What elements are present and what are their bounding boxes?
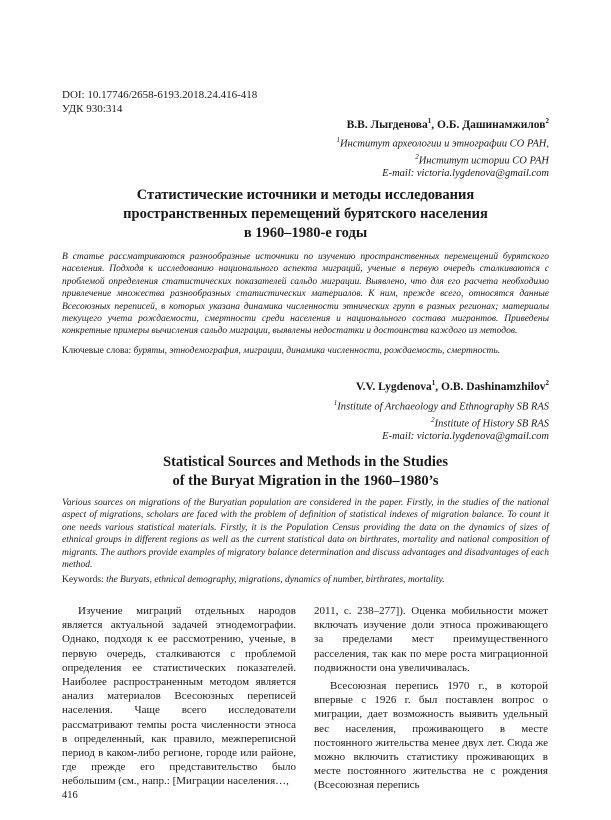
ru-email: E-mail: victoria.lygdenova@gmail.com	[382, 168, 549, 179]
ru-title-line: пространственных перемещений бурятского населения	[123, 206, 488, 222]
en-authors: V.V. Lygdenova$^1$, O.B. Dashinamzhilov$^2$	[355, 379, 549, 393]
ru-title-line: в 1960–1980-е годы	[243, 225, 368, 241]
en-email: E-mail: victoria.lygdenova@gmail.com	[382, 431, 549, 442]
page-number: 416	[62, 790, 78, 801]
ru-affiliation-1: $^1$Институт археологии и этнографии СО РАН,	[336, 136, 549, 150]
doi-line: DOI: 10.17746/2658-6193.2018.24.416-418	[62, 89, 258, 101]
ru-keywords-label: Ключевые слова:	[62, 346, 134, 356]
body-column-left	[62, 604, 296, 789]
en-affiliation-2: $^2$Institute of History SB RAS	[431, 415, 549, 429]
ru-title	[62, 186, 549, 243]
en-title-line: of the Buryat Migration in the 1960–1980’s	[172, 473, 439, 489]
en-keywords-label: Keywords:	[62, 575, 107, 585]
body-paragraph: 2011, с. 238–277]). Оценка мобильности может включать изучение доли этноса проживающего за пределами мест преимущественного расселения, так как по мере роста миграционной подвижности она увеличивалась.	[314, 605, 548, 674]
ru-keywords-text: буряты, этнодемография, миграции, динамика численности, рождаемость, смертность.	[133, 346, 501, 356]
en-keywords	[62, 574, 549, 586]
body-column-right	[314, 604, 548, 793]
en-title	[62, 453, 549, 491]
article-meta	[62, 88, 257, 116]
body-paragraph: Всесоюзная перепись 1970 г., в которой впервые с 1926 г. был поставлен вопрос о миграции, дает возможность выявить удельный вес населения, проживающего в месте постоянного жительства менее двух лет. Сюда же можно включить статистику проживающих в месте постоянного жительства не с рождения (Всесоюзная перепись	[314, 680, 548, 792]
ru-authors: В.В. Лыгденова$^1$, О.Б. Дашинамжилов$^2$	[346, 117, 549, 131]
en-abstract: Various sources on migrations of the Buryatian population are considered in the paper. Firstly, in the studies of the national aspect of migrations, scholars are faced with the problem of definition of statistical indexes of migration balance. To count it one needs various statistical materials. Firstly, it is the Population Census providing the data on the dynamics of sizes of ethnical groups in different regions as well as the current statistical data on birthrates, mortality and national composition of migrants. The authors provide examples of migratory balance determination and discuss advantages and disadvantages of each method.	[62, 498, 549, 571]
ru-abstract: В статье рассматриваются разнообразные источники по изучению пространственных перемещений бурятского населения. Подходя к исследованию национального аспекта миграций, ученые в первую очередь сталкиваются с проблемой определения статистических показателей сальдо миграции. Выявлено, что для его расчета необходимо привлечение множества разнообразных статистических материалов. К ним, прежде всего, относятся данные Всесоюзных переписей, в которых указана динамика численности этнических групп в разных регионах; материалы текущего учета рождаемости, смертности среди населения и национального состава мигрантов. Приведены конкретные примеры вычисления сальдо миграции, выявлены недостатки и достоинства каждого из методов.	[62, 252, 549, 337]
en-affiliation-1: $^1$Institute of Archaeology and Ethnography SB RAS	[333, 399, 549, 413]
ru-title-line: Статистические источники и методы исследования	[136, 187, 475, 203]
en-affiliations	[334, 397, 549, 443]
en-keywords-text: the Buryats, ethnical demography, migrations, dynamics of number, birthrates, mortality.	[106, 575, 445, 585]
udk-line: УДК 930:314	[62, 103, 123, 115]
ru-affiliation-2: $^2$Институт истории СО РАН	[415, 152, 549, 166]
en-title-line: Statistical Sources and Methods in the Studies	[163, 454, 448, 470]
ru-affiliations	[336, 134, 549, 180]
body-paragraph: Изучение миграций отдельных народов является актуальной задачей этнодемографии. Однако, подходя к ее рассмотрению, ученые, в первую очередь, сталкиваются с проблемой определения ее статистических показателей. Наиболее распространенным методом является анализ материалов Всесоюзных переписей населения. Чаще всего исследователи рассматривают темпы роста численности этноса в определенный, как правило, межпереписной период в каком-либо регионе, городе или районе, где прежде его представительство было небольшим (см., напр.: [Миграции населения…,	[62, 605, 296, 788]
ru-keywords	[62, 345, 549, 357]
